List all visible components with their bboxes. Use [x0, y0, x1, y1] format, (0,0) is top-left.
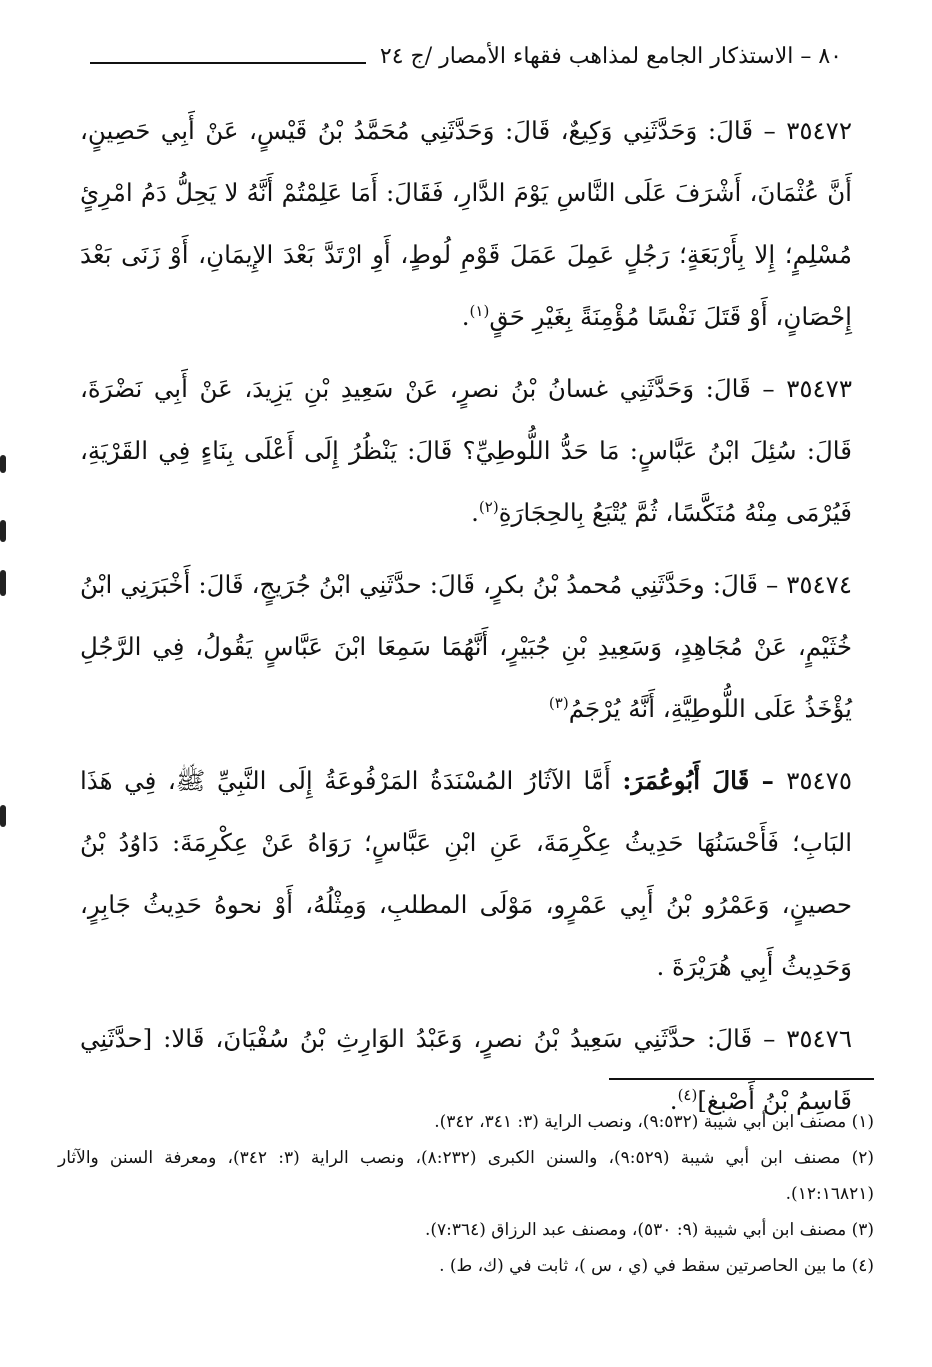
footnote: (٣) مصنف ابن أبي شيبة (٩: ٥٣٠)، ومصنف عبد الرزاق (٧:٣٦٤). — [424, 1220, 874, 1240]
hadith-paragraph — [80, 750, 852, 998]
footnote: (٢) مصنف ابن أبي شيبة (٩:٥٢٩)، والسنن الكبرى (٨:٢٣٢)، ونصب الراية (٣: ٣٤٢)، ومعرفة السنن والآثار (١٢:١٦٨٢١). — [58, 1148, 875, 1204]
hadith-text: – قَالَ: وَحَدَّثَنِي وَكِيعٌ، قَالَ: وَحَدَّثَنِي مُحَمَّدُ بْنُ قَيْسٍ، عَنْ أَبِي حَصِينٍ، أَنَّ عُثْمَانَ، أَشْرَفَ عَلَى النَّاسِ يَوْمَ الدَّارِ، فَقَالَ: أَمَا عَلِمْتُمْ أَنَّهُ لا يَحِلُّ دَمُ امْرِئٍ مُسْلِمٍ؛ إِلا بِأَرْبَعَةٍ؛ رَجُلٍ عَمِلَ عَمَلَ قَوْمِ لُوطٍ، أَوِ ارْتَدَّ بَعْدَ الإِيمَانِ، أَوْ زَنَى بَعْدَ إِحْصَانٍ، أَوْ قَتَلَ نَفْسًا مُؤْمِنَةً بِغَيْرِ حَقٍ — [80, 116, 852, 331]
paragraph-end: . — [669, 1086, 678, 1115]
binding-mark — [0, 570, 6, 596]
hadith-number: ٣٥٤٧٢ — [786, 116, 852, 145]
footnote-ref: (٤) — [677, 1085, 698, 1104]
hadith-text: أَمَّا الآثَارُ المُسْنَدَةُ المَرْفُوعَةُ إِلَى النَّبِيِّ ﷺ، فِي هَذَا البَابِ؛ فَأَحْسَنُهَا حَدِيثُ عِكْرِمَةَ، عَنِ ابْنِ عَبَّاسٍ؛ رَوَاهُ عَنْ عِكْرِمَةَ: دَاوُدُ بْنُ حصينٍ، وَعَمْرُو بْنُ أَبِي عَمْرٍو، مَوْلَى المطلبِ، وَمِثْلُهُ، أَوْ نحوهُ حَدِيثُ جَابِرٍ، وَحَدِيثُ أَبِي هُرَيْرَةَ . — [80, 766, 852, 981]
hadith-number: ٣٥٤٧٦ — [786, 1024, 852, 1053]
hadith-text: – قَالَ: حدَّثَنِي سَعِيدُ بْنُ نصرٍ، وَعَبْدُ الوَارِثِ بْنُ سُفْيَانَ، قَالا: [حدَّثَنِي قَاسِمُ بْنُ أَصْبغ] — [80, 1024, 852, 1115]
footnote: (١) مصنف ابن أبي شيبة (٩:٥٣٢)، ونصب الراية (٣: ٣٤١، ٣٤٢). — [434, 1112, 874, 1132]
footnotes — [58, 1104, 874, 1284]
header-rule — [90, 62, 366, 64]
paragraph-end: . — [461, 302, 470, 331]
hadith-text: – قَالَ: وحَدَّثَنِي مُحمدُ بْنُ بكرٍ، قَالَ: حدَّثَنِي ابْنُ جُرَيجٍ، قَالَ: أَخْبَرَنِي ابْنُ خُثَيْمٍ، عَنْ مُجَاهِدٍ، وَسَعِيدِ بْنِ جُبَيْرٍ، أَنَّهُمَا سَمِعَا ابْنَ عَبَّاسٍ يَقُولُ، فِي الرَّجُلِ يُؤْخَذُ عَلَى اللُّوطِيَّةِ، أَنَّهُ يُرْجَمُ — [80, 570, 852, 723]
hadith-number: ٣٥٤٧٣ — [786, 374, 852, 403]
footnote-divider — [609, 1078, 874, 1080]
footnote-ref: (١) — [469, 301, 490, 320]
binding-mark — [0, 455, 6, 473]
hadith-text: – قَالَ: وَحَدَّثَنِي غسانُ بْنُ نصرٍ، عَنْ سَعِيدِ بْنِ يَزِيدَ، عَنْ أَبِي نَضْرَةَ، قَالَ: سُئِلَ ابْنُ عَبَّاسٍ: مَا حَدُّ اللُّوطِيِّ؟ قَالَ: يَنْظُرُ إِلَى أَعْلَى بِنَاءٍ فِي القَرْيَةِ، فَيُرْمَى مِنْهُ مُنَكَّسًا، ثُمَّ يُتْبَعُ بِالحِجَارَةِ — [80, 374, 852, 527]
footnote-ref: (٢) — [478, 497, 499, 516]
hadith-paragraph — [80, 554, 852, 740]
paragraph-end: . — [471, 498, 479, 527]
footnote: (٤) ما بين الحاصرتين سقط في (ي ، س )، ثابت في (ك، ط) . — [439, 1256, 874, 1276]
hadith-paragraph — [80, 100, 852, 348]
main-text — [80, 100, 852, 1142]
header-title: ٨٠ – الاستذكار الجامع لمذاهب فقهاء الأمصار /ج ٢٤ — [379, 43, 842, 69]
hadith-paragraph — [80, 358, 852, 544]
binding-mark — [0, 805, 6, 827]
speaker-label: – قَالَ أَبُوعُمَرَ: — [622, 766, 787, 795]
binding-mark — [0, 520, 6, 542]
hadith-number: ٣٥٤٧٥ — [786, 766, 852, 795]
hadith-number: ٣٥٤٧٤ — [786, 570, 852, 599]
footnote-ref: (٣) — [548, 693, 569, 712]
running-header — [90, 36, 842, 76]
